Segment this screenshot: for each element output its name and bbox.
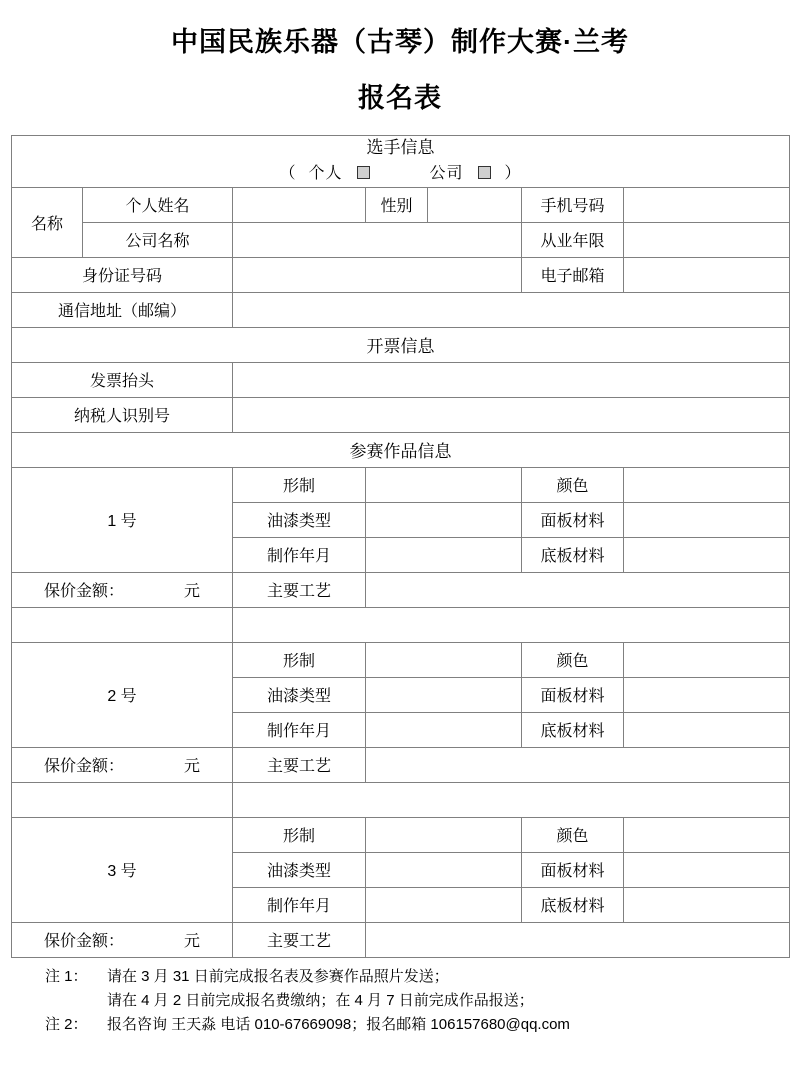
table-row-id-number	[12, 257, 790, 292]
field-work-3-make-date[interactable]	[366, 887, 522, 922]
label-work-3-bottom-material: 底板材料	[522, 887, 624, 922]
label-work-3-shape: 形制	[233, 817, 366, 852]
label-email: 电子邮箱	[522, 257, 624, 292]
table-row-personal-name	[12, 187, 790, 222]
table-row-spacer-2	[12, 782, 790, 817]
field-company-name[interactable]	[233, 222, 522, 257]
label-work-years: 从业年限	[522, 222, 624, 257]
label-name-group: 名称	[12, 187, 83, 257]
section-header-player-info-label: 选手信息	[366, 138, 435, 158]
label-gender: 性别	[366, 187, 428, 222]
field-work-2-top-material[interactable]	[624, 677, 790, 712]
table-row-taxpayer-id	[12, 397, 790, 432]
field-work-3-paint-type[interactable]	[366, 852, 522, 887]
table-row-work-2-amount	[12, 747, 790, 782]
field-work-1-color[interactable]	[624, 467, 790, 502]
field-id-number[interactable]	[233, 257, 522, 292]
note-1-label: 注 1：	[45, 967, 88, 985]
label-personal-name: 个人姓名	[83, 187, 233, 222]
page-subtitle: 报名表	[358, 82, 442, 113]
table-row-player-heading	[12, 136, 790, 187]
label-work-number-1: 1 号	[12, 467, 233, 572]
field-work-1-bottom-material[interactable]	[624, 537, 790, 572]
label-work-2-shape: 形制	[233, 642, 366, 677]
label-work-1-main-craft: 主要工艺	[233, 572, 366, 607]
label-work-2-top-material: 面板材料	[522, 677, 624, 712]
label-work-3-top-material: 面板材料	[522, 852, 624, 887]
field-work-3-color[interactable]	[624, 817, 790, 852]
field-work-1-paint-type[interactable]	[366, 502, 522, 537]
section-header-works-info: 参赛作品信息	[12, 432, 790, 467]
label-address: 通信地址（邮编）	[12, 292, 233, 327]
spacer-left-1	[12, 607, 233, 642]
field-taxpayer-id[interactable]	[233, 397, 790, 432]
label-work-2-insured-amount-unit: 元	[184, 758, 201, 776]
field-personal-name[interactable]	[233, 187, 366, 222]
page-title: 中国民族乐器（古琴）制作大赛·兰考	[171, 27, 629, 57]
option-company-label: 公司	[429, 165, 464, 183]
table-row-spacer-1	[12, 607, 790, 642]
label-work-1-insured-amount-unit: 元	[184, 583, 201, 601]
field-mobile[interactable]	[624, 187, 790, 222]
spacer-left-2	[12, 782, 233, 817]
label-work-2-bottom-material: 底板材料	[522, 712, 624, 747]
checkbox-individual[interactable]	[357, 166, 370, 179]
field-work-1-main-craft[interactable]	[366, 572, 790, 607]
note-1-line-1	[45, 965, 789, 989]
table-row-address	[12, 292, 790, 327]
table-row-work-1-shape	[12, 467, 790, 502]
field-work-2-make-date[interactable]	[366, 712, 522, 747]
field-work-1-insured-amount[interactable]	[12, 572, 233, 607]
label-work-1-insured-amount-prefix: 保价金额：	[43, 583, 124, 601]
field-work-3-shape[interactable]	[366, 817, 522, 852]
field-email[interactable]	[624, 257, 790, 292]
label-work-3-paint-type: 油漆类型	[233, 852, 366, 887]
label-work-1-paint-type: 油漆类型	[233, 502, 366, 537]
section-header-invoice-info: 开票信息	[12, 327, 790, 362]
label-work-2-color: 颜色	[522, 642, 624, 677]
field-work-1-shape[interactable]	[366, 467, 522, 502]
note-2-label: 注 2：	[45, 1016, 88, 1034]
label-work-2-insured-amount-prefix: 保价金额：	[43, 758, 124, 776]
label-work-3-insured-amount-prefix: 保价金额：	[43, 933, 124, 951]
table-row-works-heading	[12, 432, 790, 467]
note-1-text-2: 请在 4 月 2 日前完成报名费缴纳；在 4 月 7 日前完成作品报送；	[107, 991, 534, 1009]
field-work-3-top-material[interactable]	[624, 852, 790, 887]
label-mobile: 手机号码	[522, 187, 624, 222]
field-invoice-title[interactable]	[233, 362, 790, 397]
field-work-2-shape[interactable]	[366, 642, 522, 677]
label-company-name: 公司名称	[83, 222, 233, 257]
note-1-line-2	[45, 989, 789, 1013]
label-id-number: 身份证号码	[12, 257, 233, 292]
table-row-work-3-shape	[12, 817, 790, 852]
label-work-2-paint-type: 油漆类型	[233, 677, 366, 712]
option-individual-label: 个人	[308, 165, 343, 183]
note-2-text-1: 报名咨询 王天淼 电话 010-67669098；报名邮箱 106157680@qq.com	[107, 1016, 570, 1034]
field-work-1-make-date[interactable]	[366, 537, 522, 572]
label-work-3-insured-amount-unit: 元	[184, 933, 201, 951]
label-work-1-top-material: 面板材料	[522, 502, 624, 537]
spacer-right-1	[233, 607, 790, 642]
checkbox-company[interactable]	[478, 166, 491, 179]
table-row-work-2-shape	[12, 642, 790, 677]
note-1-text-1: 请在 3 月 31 日前完成报名表及参赛作品照片发送；	[107, 967, 449, 985]
label-taxpayer-id: 纳税人识别号	[12, 397, 233, 432]
table-row-work-3-amount	[12, 922, 790, 957]
field-work-2-paint-type[interactable]	[366, 677, 522, 712]
label-work-3-color: 颜色	[522, 817, 624, 852]
paren-close: ）	[504, 165, 522, 183]
label-work-1-bottom-material: 底板材料	[522, 537, 624, 572]
section-header-player-info	[12, 136, 790, 187]
label-work-1-color: 颜色	[522, 467, 624, 502]
label-work-3-main-craft: 主要工艺	[233, 922, 366, 957]
field-work-2-main-craft[interactable]	[366, 747, 790, 782]
field-work-2-color[interactable]	[624, 642, 790, 677]
field-work-1-top-material[interactable]	[624, 502, 790, 537]
spacer-right-2	[233, 782, 790, 817]
label-invoice-title: 发票抬头	[12, 362, 233, 397]
label-work-3-make-date: 制作年月	[233, 887, 366, 922]
label-work-2-main-craft: 主要工艺	[233, 747, 366, 782]
field-address[interactable]	[233, 292, 790, 327]
field-work-2-insured-amount[interactable]	[12, 747, 233, 782]
table-row-work-1-amount	[12, 572, 790, 607]
table-row-invoice-title	[12, 362, 790, 397]
label-work-number-2: 2 号	[12, 642, 233, 747]
registration-table	[11, 135, 790, 957]
field-work-3-bottom-material[interactable]	[624, 887, 790, 922]
field-work-years[interactable]	[624, 222, 790, 257]
field-gender[interactable]	[428, 187, 522, 222]
field-work-3-insured-amount[interactable]	[12, 922, 233, 957]
paren-open: （	[279, 165, 297, 183]
field-work-3-main-craft[interactable]	[366, 922, 790, 957]
field-work-2-bottom-material[interactable]	[624, 712, 790, 747]
label-work-2-make-date: 制作年月	[233, 712, 366, 747]
footer-notes	[11, 965, 789, 1038]
table-row-invoice-heading	[12, 327, 790, 362]
label-work-1-make-date: 制作年月	[233, 537, 366, 572]
label-work-number-3: 3 号	[12, 817, 233, 922]
table-row-company-name	[12, 222, 790, 257]
player-type-options	[16, 161, 785, 187]
label-work-1-shape: 形制	[233, 467, 366, 502]
note-2-line-1	[45, 1013, 789, 1037]
title-block	[11, 0, 789, 113]
